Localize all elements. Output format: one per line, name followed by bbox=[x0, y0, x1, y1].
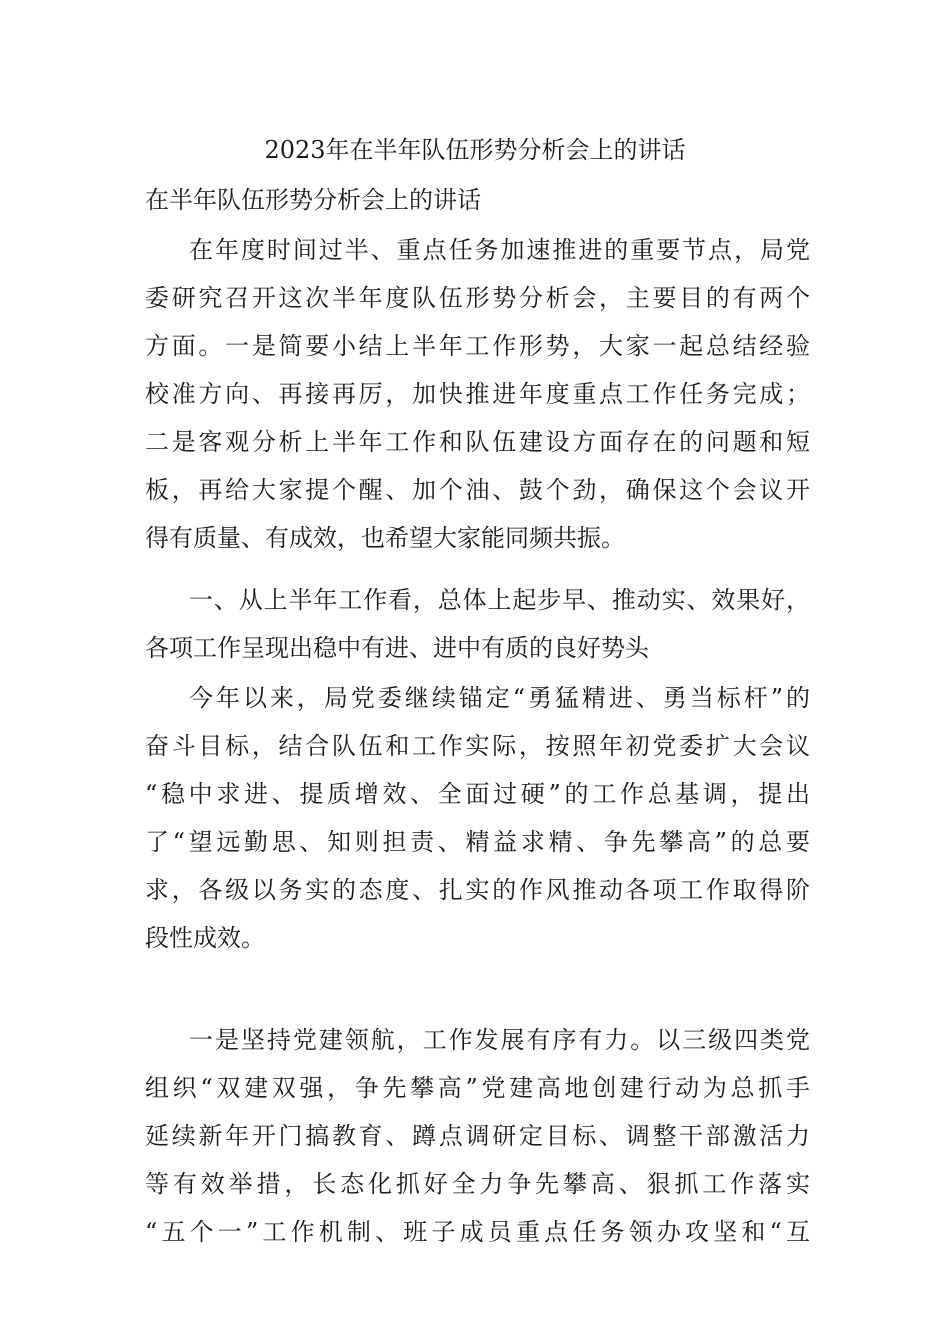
paragraph-line: 一、从上半年工作看，总体上起步早、推动实、效果好， bbox=[189, 586, 810, 614]
paragraph-line: 了“望远勤思、知则担责、精益求精、争先攀高”的总要 bbox=[145, 828, 810, 856]
paragraph-line: 今年以来，局党委继续锚定“勇猛精进、勇当标杆”的 bbox=[189, 684, 810, 712]
paragraph-line: 等有效举措，长态化抓好全力争先攀高、狠抓工作落实 bbox=[145, 1170, 810, 1198]
paragraph-line: 方面。一是简要小结上半年工作形势，大家一起总结经验 bbox=[145, 332, 810, 360]
paragraph-line: 二是客观分析上半年工作和队伍建设方面存在的问题和短 bbox=[145, 428, 810, 456]
paragraph-line: 得有质量、有成效，也希望大家能同频共振。 bbox=[145, 524, 625, 552]
paragraph-line: 一是坚持党建领航，工作发展有序有力。以三级四类党 bbox=[189, 1026, 810, 1054]
paragraph-line: 求，各级以务实的态度、扎实的作风推动各项工作取得阶 bbox=[145, 876, 810, 904]
document-title: 2023年在半年队伍形势分析会上的讲话 bbox=[264, 136, 686, 164]
paragraph-line: 各项工作呈现出稳中有进、进中有质的良好势头 bbox=[145, 634, 649, 662]
paragraph-line: “五个一”工作机制、班子成员重点任务领办攻坚和“互 bbox=[145, 1218, 810, 1246]
paragraph-goals bbox=[145, 674, 810, 962]
paragraph-line: 组织“双建双强，争先攀高”党建高地创建行动为总抓手 bbox=[145, 1074, 810, 1102]
document-subtitle: 在半年队伍形势分析会上的讲话 bbox=[145, 186, 481, 214]
paragraph-party-building bbox=[145, 1016, 810, 1256]
paragraph-intro bbox=[145, 226, 810, 562]
paragraph-line: 校准方向、再接再厉，加快推进年度重点工作任务完成； bbox=[145, 380, 810, 408]
paragraph-line: 委研究召开这次半年度队伍形势分析会，主要目的有两个 bbox=[145, 284, 810, 312]
section-heading-1 bbox=[145, 576, 810, 672]
paragraph-line: 延续新年开门搞教育、蹲点调研定目标、调整干部激活力 bbox=[145, 1122, 810, 1150]
paragraph-line: 奋斗目标，结合队伍和工作实际，按照年初党委扩大会议 bbox=[145, 732, 810, 760]
paragraph-line: 在年度时间过半、重点任务加速推进的重要节点，局党 bbox=[189, 236, 810, 264]
paragraph-line: 板，再给大家提个醒、加个油、鼓个劲，确保这个会议开 bbox=[145, 476, 810, 504]
paragraph-line: 段性成效。 bbox=[145, 924, 265, 952]
paragraph-line: “稳中求进、提质增效、全面过硬”的工作总基调，提出 bbox=[145, 780, 810, 808]
